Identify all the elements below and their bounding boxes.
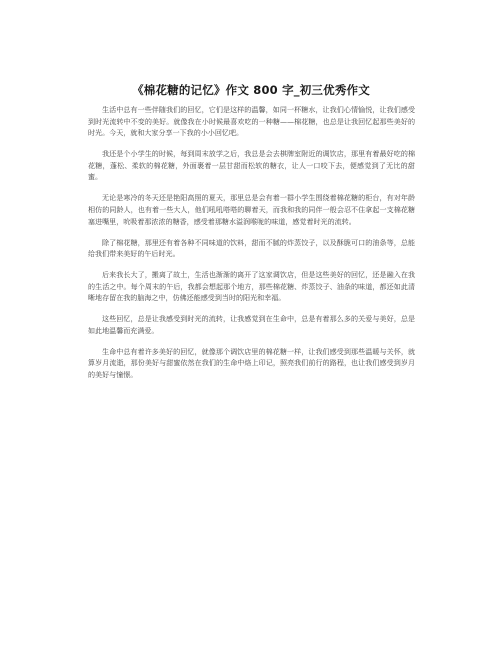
paragraph-1: 生活中总有一些伴随我们的回忆，它们是这样的温馨，如同一杯糖水，让我们心情愉悦，让我们感受到时光流转中不变的美好。就像我在小时候最喜欢吃的一种糖——棉花糖，也总是让我回忆起那些美好的时光。今天，就和大家分享一下我的小小回忆吧。 — [88, 105, 415, 138]
document-title: 《棉花糖的记忆》作文 800 字_初三优秀作文 — [132, 83, 370, 97]
paragraph-3: 无论是寒冷的冬天还是艳阳高照的夏天，那里总是会有着一群小学生围绕着棉花糖的柜台，有对年龄相仿的同龄人，也有着一些大人，他们吼吼嗒嗒的聊着天，而我和我的同伴一般会忍不住拿起一支棉花糖塞进嘴里，吮吸着那浓浓的糖香，感受着那糖水溢润喉咙的味道，感觉着时光的流转。 — [88, 193, 415, 226]
paragraph-2: 我还是个小学生的时候，每到周末放学之后，我总是会去棋牌室附近的调饮店，那里有着最好吃的棉花糖，蓬松、柔软的棉花糖，外面裹着一层甘甜而松软的糖衣，让人一口咬下去，便感觉到了无比的甜蜜。 — [88, 149, 415, 182]
paragraph-4: 除了棉花糖，那里还有着各种不同味道的饮料，甜而不腻的炸蒸饺子，以及酥脆可口的油条等，总能给我们带来美好的午后时光。 — [88, 237, 415, 259]
paragraph-7: 生命中总有着许多美好的回忆，就像那个调饮店里的棉花糖一样，让我们感受到那些温暖与关怀，就算岁月流逝，那份美好与甜蜜依然在我们的生命中烙上印记，照亮我们前行的路程，也让我们感受到岁月的美好与憧憬。 — [88, 346, 415, 380]
paragraph-5: 后来我长大了，搬离了故土，生活也渐渐的离开了这家调饮店，但是这些美好的回忆，还是融入在我的生活之中。每个周末的午后，我都会想起那个地方，那些棉花糖、炸蒸饺子、油条的味道，都还如此清晰地存留在我的脑海之中，仿佛还能感受到当时的阳光和幸福。 — [88, 270, 415, 303]
paragraph-6: 这些回忆，总是让我感受到时光的流转，让我感觉到在生命中，总是有着那么多的关爱与美好，总是如此地温馨而充满爱。 — [88, 314, 415, 335]
document-body — [88, 104, 415, 390]
